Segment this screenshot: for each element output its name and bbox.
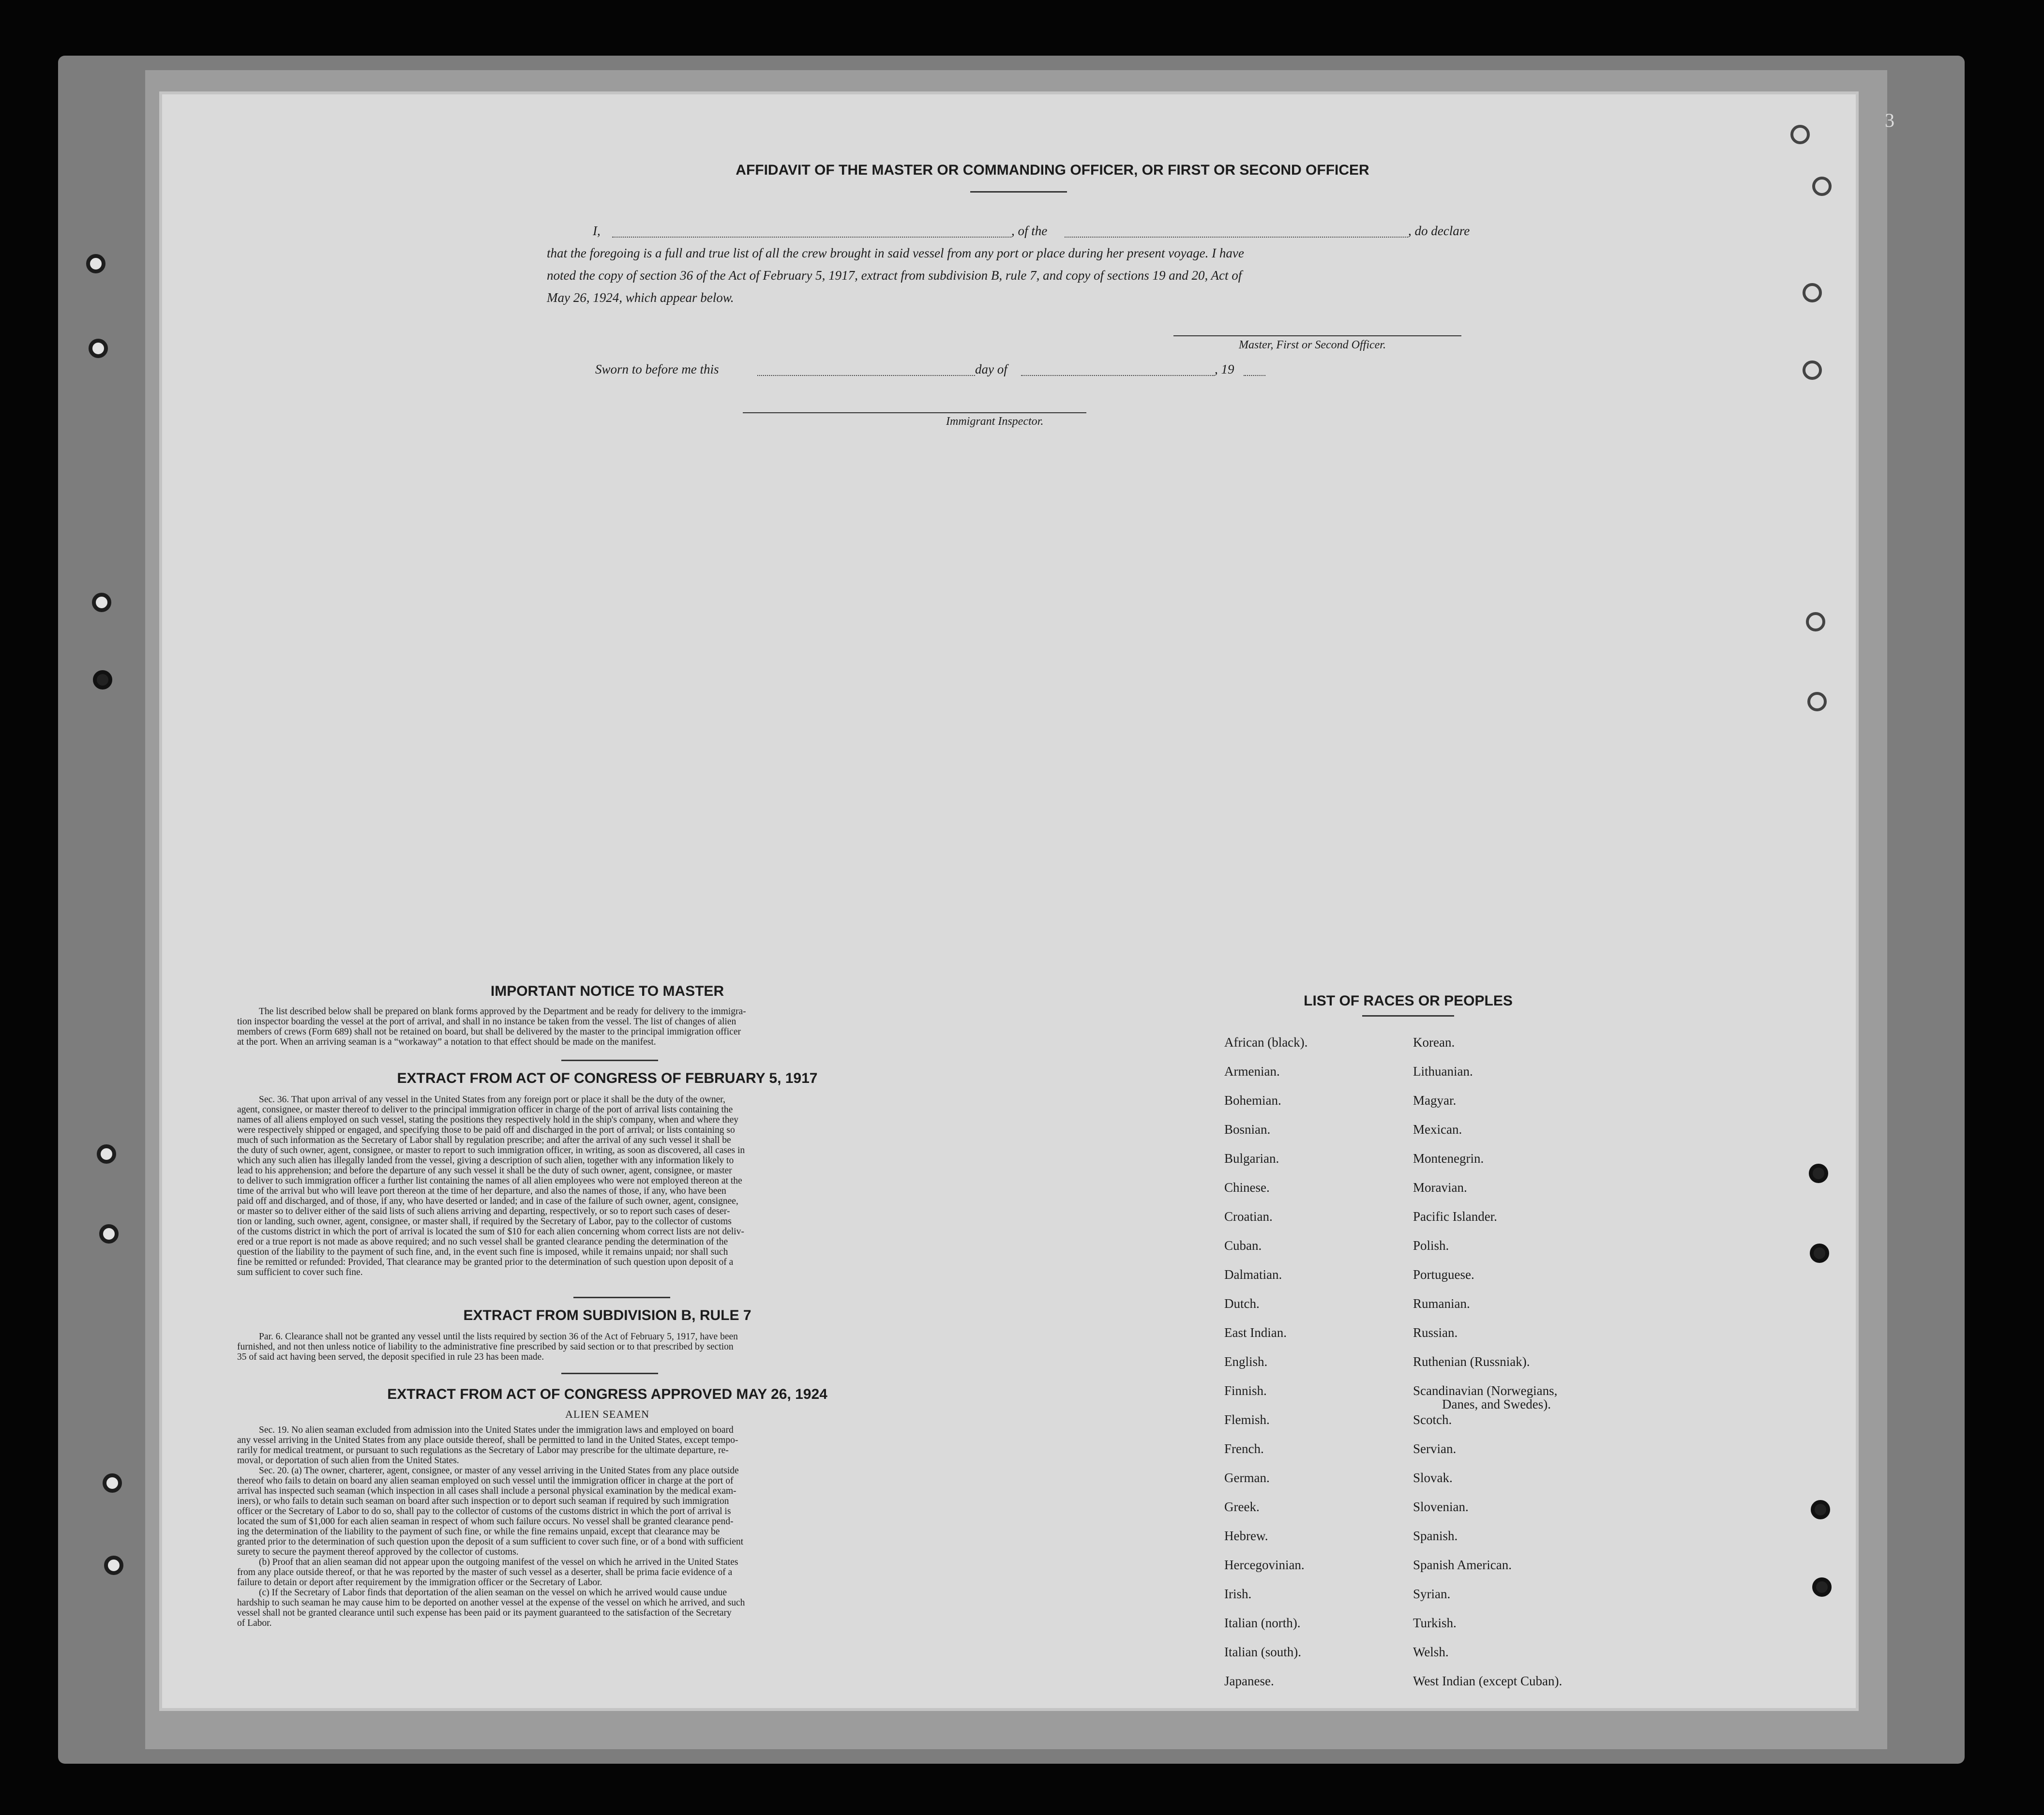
race-item: Spanish. bbox=[1413, 1529, 1458, 1543]
race-item: Pacific Islander. bbox=[1413, 1209, 1497, 1224]
race-item: Irish. bbox=[1224, 1587, 1252, 1601]
year-label: , 19 bbox=[1215, 362, 1234, 376]
race-item: Hebrew. bbox=[1224, 1529, 1268, 1543]
extract-1924-subtitle: ALIEN SEAMEN bbox=[565, 1408, 649, 1420]
vessel-blank bbox=[1065, 236, 1408, 238]
affidavit-body-2: that the foregoing is a full and true list of all the crew brought in said vessel from any port or place during her present voyage. I have bbox=[547, 246, 1244, 260]
race-item: Armenian. bbox=[1224, 1064, 1280, 1079]
extract-1917-title: EXTRACT FROM ACT OF CONGRESS OF FEBRUARY 5, 1917 bbox=[397, 1070, 818, 1086]
binder-hole bbox=[1812, 177, 1832, 196]
binder-hole bbox=[92, 593, 111, 612]
race-item: Magyar. bbox=[1413, 1093, 1457, 1108]
binder-hole bbox=[93, 670, 112, 690]
race-item: Spanish American. bbox=[1413, 1558, 1512, 1572]
race-item: Ruthenian (Russniak). bbox=[1413, 1354, 1530, 1369]
race-item: Flemish. bbox=[1224, 1412, 1270, 1427]
year-blank bbox=[1244, 375, 1265, 376]
rule7-title: EXTRACT FROM SUBDIVISION B, RULE 7 bbox=[463, 1307, 751, 1323]
race-item: Dutch. bbox=[1224, 1296, 1260, 1311]
binder-hole bbox=[1807, 692, 1827, 711]
margin-mark: 3 bbox=[1885, 109, 1894, 131]
binder-hole bbox=[1803, 283, 1822, 302]
race-item: Turkish. bbox=[1413, 1616, 1457, 1630]
day-of-label: day of bbox=[975, 362, 1007, 376]
sworn-label: Sworn to before me this bbox=[595, 362, 719, 376]
race-item: Russian. bbox=[1413, 1325, 1458, 1340]
race-item: African (black). bbox=[1224, 1035, 1308, 1050]
binder-hole bbox=[1803, 360, 1822, 380]
races-left-column bbox=[1224, 1035, 1308, 1703]
race-item: Bohemian. bbox=[1224, 1093, 1281, 1108]
race-item: French. bbox=[1224, 1441, 1264, 1456]
race-item: Slovak. bbox=[1413, 1470, 1453, 1485]
race-item: Rumanian. bbox=[1413, 1296, 1470, 1311]
race-item: Dalmatian. bbox=[1224, 1267, 1282, 1282]
race-item: Korean. bbox=[1413, 1035, 1455, 1050]
race-item: Greek. bbox=[1224, 1500, 1260, 1514]
races-title-rule bbox=[1362, 1015, 1454, 1017]
race-item: Hercegovinian. bbox=[1224, 1558, 1305, 1572]
title-rule bbox=[970, 191, 1067, 193]
race-item: West Indian (except Cuban). bbox=[1413, 1674, 1563, 1688]
month-blank bbox=[1021, 375, 1215, 376]
inspector-label: Immigrant Inspector. bbox=[946, 415, 1044, 428]
sworn-day-blank bbox=[757, 375, 975, 376]
race-item: Bulgarian. bbox=[1224, 1151, 1279, 1166]
race-item: Italian (north). bbox=[1224, 1616, 1301, 1630]
section-rule bbox=[573, 1297, 670, 1298]
race-item: Scandinavian (Norwegians, Danes, and Swedes). bbox=[1413, 1383, 1558, 1411]
master-label: Master, First or Second Officer. bbox=[1239, 339, 1386, 351]
affidavit-body-4: May 26, 1924, which appear below. bbox=[547, 290, 734, 305]
race-item: Montenegrin. bbox=[1413, 1151, 1484, 1166]
section-rule bbox=[561, 1373, 658, 1374]
affidavit-body-3: noted the copy of section 36 of the Act of February 5, 1917, extract from subdivision B, rule 7, and copy of sections 19 and 20, Act of bbox=[547, 268, 1242, 283]
race-item: Mexican. bbox=[1413, 1122, 1462, 1137]
extract-1924-title: EXTRACT FROM ACT OF CONGRESS APPROVED MAY 26, 1924 bbox=[387, 1386, 827, 1402]
race-item: Scotch. bbox=[1413, 1412, 1452, 1427]
binder-hole bbox=[1809, 1164, 1828, 1183]
races-title: LIST OF RACES OR PEOPLES bbox=[1304, 993, 1513, 1009]
race-item: Lithuanian. bbox=[1413, 1064, 1473, 1079]
affidavit-of-the: , of the bbox=[1011, 224, 1048, 238]
race-item: Finnish. bbox=[1224, 1383, 1267, 1398]
race-item: Portuguese. bbox=[1413, 1267, 1474, 1282]
notice-title: IMPORTANT NOTICE TO MASTER bbox=[490, 983, 724, 999]
binder-hole bbox=[86, 254, 105, 273]
race-item: Cuban. bbox=[1224, 1238, 1262, 1253]
binder-hole bbox=[1806, 612, 1825, 631]
affidavit-title: AFFIDAVIT OF THE MASTER OR COMMANDING OFFICER, OR FIRST OR SECOND OFFICER bbox=[736, 162, 1369, 178]
race-item: Bosnian. bbox=[1224, 1122, 1271, 1137]
extract-1924-body: Sec. 19. No alien seaman excluded from admission into the United States under the immigration laws and employed on board any vessel arriving in the United States from any place outside thereof, shall be permitted to land in the United States, except tempo- rarily for medical treatment, or pursuant to such regulations as the Secretary of Labor may prescribe for the ultimate departure, re- moval, or deportation of such alien from the United States. Sec. 20. (a) The owner, charterer, agent, consignee, or master of any vessel arriving in the United States from any place outside thereof who fails to detain on board any alien seaman employed on such vessel until the immigration officer in charge at the port of arrival has inspected such seaman (which inspection in all cases shall include a personal physical examination by the medical exam- iners), or who fails to detain such seaman on board after such inspection or to deport such seaman if required by such immigration officer or the Secretary of Labor to do so, shall pay to the collector of customs of the customs district in which the port of arrival is located the sum of $1,000 for each alien seaman in respect of whom such failure occurs. No vessel shall be granted clearance pend- ing the determination of the liability to the payment of such fine, or while the fine remains unpaid, except that clearance may be granted prior to the determination of such question upon the deposit of a sum sufficient to cover such fine, or of a bond with sufficient surety to secure the payment thereof approved by the collector of customs. (b) Proof that an alien seaman did not appear upon the outgoing manifest of the vessel on which he arrived in the United States from any place outside thereof, or that he was reported by the master of such vessel as a deserter, shall be prima facie evidence of a failure to detain or deport after requirement by the immigration officer or the Secretary of Labor. (c) If the Secretary of Labor finds that deportation of the alien seaman on the vessel on which he arrived would cause undue hardship to such seaman he may cause him to be deported on another vessel at the expense of the vessel on which he arrived, and such vessel shall not be granted clearance until such expense has been paid or its payment guaranteed to the satisfaction of the Secretary of Labor. bbox=[237, 1425, 745, 1628]
binder-hole bbox=[99, 1224, 119, 1244]
race-item: Croatian. bbox=[1224, 1209, 1273, 1224]
race-item: Polish. bbox=[1413, 1238, 1449, 1253]
race-item: Chinese. bbox=[1224, 1180, 1270, 1195]
binder-hole bbox=[104, 1556, 123, 1575]
rule7-body: Par. 6. Clearance shall not be granted any vessel until the lists required by section 36 of the Act of February 5, 1917, have been furnished, and not then unless notice of liability to the administrative fine prescribed by said section or to that prescribed by section 35 of said act having been served, the deposit specified in rule 23 has been made. bbox=[237, 1332, 738, 1362]
race-item: Welsh. bbox=[1413, 1645, 1449, 1659]
notice-body: The list described below shall be prepared on blank forms approved by the Department and be ready for delivery to the immigra- tion inspector boarding the vessel at the port of arrival, and shall in no instance be taken from the vessel. The list of changes of alien members of crews (Form 689) shall not be retained on board, but shall be delivered by the master to the principal immigration officer at the port. When an arriving seaman is a “workaway” a notation to that effect should be made on the manifest. bbox=[237, 1006, 746, 1047]
inspector-signature-line bbox=[743, 412, 1086, 413]
race-item: Japanese. bbox=[1224, 1674, 1274, 1688]
binder-hole bbox=[1812, 1577, 1832, 1597]
binder-hole bbox=[1790, 125, 1810, 144]
races-right-column bbox=[1413, 1035, 1562, 1703]
master-signature-line bbox=[1173, 335, 1461, 336]
name-blank bbox=[612, 236, 1011, 238]
race-item: East Indian. bbox=[1224, 1325, 1287, 1340]
binder-hole bbox=[1811, 1500, 1830, 1519]
race-item: Moravian. bbox=[1413, 1180, 1467, 1195]
binder-hole bbox=[97, 1144, 116, 1164]
binder-hole bbox=[89, 339, 108, 358]
binder-hole bbox=[1810, 1244, 1829, 1263]
affidavit-i: I, bbox=[593, 224, 601, 238]
race-item: Italian (south). bbox=[1224, 1645, 1301, 1659]
race-item: English. bbox=[1224, 1354, 1268, 1369]
section-rule bbox=[561, 1060, 658, 1061]
extract-1917-body: Sec. 36. That upon arrival of any vessel in the United States from any foreign port or place it shall be the duty of the owner, agent, consignee, or master thereof to deliver to the principal immigration officer in charge of the port of arrival lists containing the names of all aliens employed on such vessel, stating the positions they respectively hold in the ship's company, when and where they were respectively shipped or engaged, and specifying those to be paid off and discharged in the port of arrival; or lists containing so much of such information as the Secretary of Labor shall by regulation prescribe; and after the arrival of any such vessel it shall be the duty of such owner, agent, consignee, or master to report to such immigration officer, in writing, as soon as discovered, all cases in which any such alien has illegally landed from the vessel, giving a description of such alien, together with any information likely to lead to his apprehension; and before the departure of any such vessel it shall be the duty of such owner, agent, consignee, or master to deliver to such immigration officer a further list containing the names of all alien employees who were not employed thereon at the time of the arrival but who will leave port thereon at the time of her departure, and also the names of those, if any, who have been paid off and discharged, and of those, if any, who have deserted or landed; and in case of the failure of such owner, agent, consignee, or master so to deliver either of the said lists of such aliens arriving and departing, respectively, or so to report such cases of deser- tion or landing, such owner, agent, consignee, or master shall, if required by the Secretary of Labor, pay to the collector of customs of the customs district in which the port of arrival is located the sum of $10 for each alien concerning whom correct lists are not deliv- ered or a true report is not made as above required; and no such vessel shall be granted clearance pending the determination of the question of the liability to the payment of such fine, and, in the event such fine is imposed, while it remains unpaid; nor shall such fine be remitted or refunded: Provided, That clearance may be granted prior to the determination of such question upon deposit of a sum sufficient to cover such fine. bbox=[237, 1095, 745, 1277]
binder-hole bbox=[103, 1473, 122, 1493]
race-item: Slovenian. bbox=[1413, 1500, 1469, 1514]
race-item: Syrian. bbox=[1413, 1587, 1451, 1601]
race-item: Servian. bbox=[1413, 1441, 1457, 1456]
affidavit-declare: , do declare bbox=[1408, 224, 1470, 238]
race-item: German. bbox=[1224, 1470, 1270, 1485]
